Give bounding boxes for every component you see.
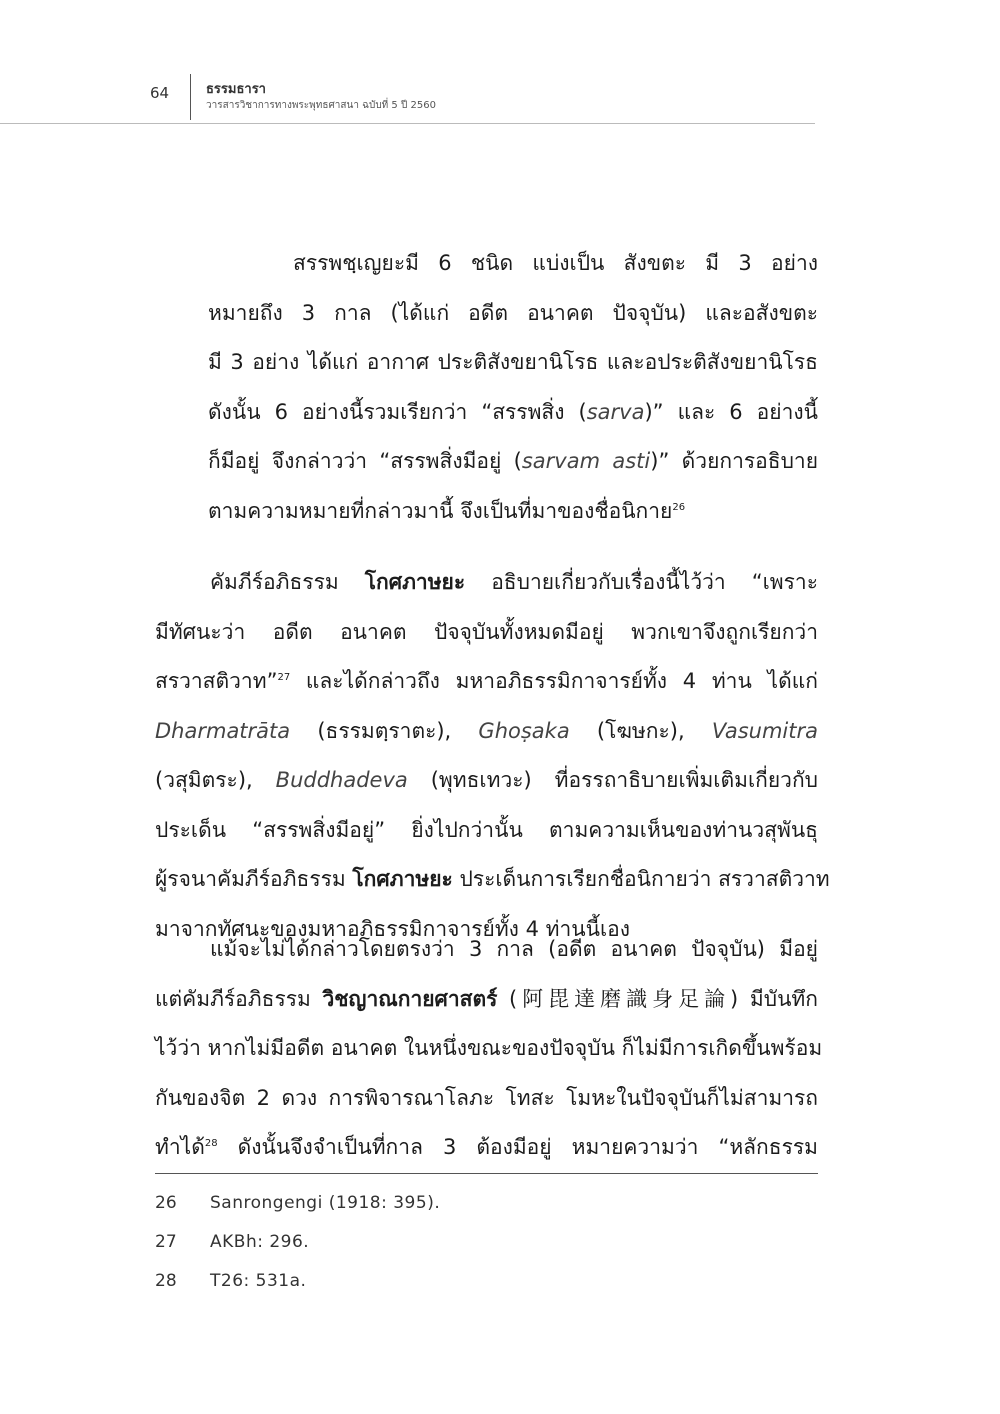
term-sarva: sarva — [586, 399, 645, 424]
term-kosabhasya: โกศภาษยะ — [352, 867, 453, 891]
text-line: มี 3 อย่าง ได้แก่ อากาศ ประติสังขยานิโรธ และอประติสังขยานิโรธ — [208, 350, 818, 374]
text-run: ตามความหมายที่กล่าวมานี้ จึงเป็นที่มาของชื่อนิกาย — [208, 498, 673, 523]
text-line — [155, 855, 830, 905]
text-line — [208, 487, 818, 537]
text-line: มีทัศนะว่า อดีต อนาคต ปัจจุบันทั้งหมดมีอยู่ พวกเขาจึงถูกเรียกว่า — [155, 619, 818, 644]
footnote-text: Sanrongengi (1918: 395). — [210, 1193, 441, 1213]
text-line: หมายถึง 3 กาล (ได้แก่ อดีต อนาคต ปัจจุบัน) และอสังขตะ — [208, 300, 818, 325]
term-buddhadeva: Buddhadeva — [275, 768, 408, 792]
footnote-number: 27 — [155, 1232, 177, 1252]
text-line — [208, 388, 818, 438]
text-run: )” ด้วยการอธิบาย — [650, 449, 819, 473]
term-dharmatrata: Dharmatrāta — [155, 718, 291, 743]
journal-name: ธรรมธารา — [206, 82, 266, 97]
journal-subtitle: วารสารวิชาการทางพระพุทธศาสนา ฉบับที่ 5 ปี 2560 — [206, 100, 436, 111]
footnote-ref-28[interactable]: 28 — [204, 1138, 218, 1149]
text-run: ทำได้ — [155, 1135, 205, 1159]
footnote-26 — [155, 1193, 440, 1213]
text-run: (พุทธเทวะ) ที่อรรถาธิบายเพิ่มเติมเกี่ยวกับ — [407, 768, 818, 792]
paragraph-1 — [208, 239, 818, 536]
text-line — [155, 975, 818, 1025]
footnote-27 — [155, 1232, 309, 1252]
text-run: คัมภีร์อภิธรรม — [210, 570, 365, 594]
text-line — [155, 707, 818, 757]
text-run: ดังนั้น 6 อย่างนี้รวมเรียกว่า “สรรพสิ่ง ( — [208, 399, 587, 424]
footnote-text: T26: 531a. — [210, 1271, 307, 1291]
text-line: ไว้ว่า หากไม่มีอดีต อนาคต ในหนึ่งขณะของปัจจุบัน ก็ไม่มีการเกิดขึ้นพร้อม — [155, 1036, 823, 1060]
text-run: ดังนั้นจึงจำเป็นที่กาล 3 ต้องมีอยู่ หมายความว่า “หลักธรรม — [217, 1135, 818, 1159]
text-run: ก็มีอยู่ จึงกล่าวว่า “สรรพสิ่งมีอยู่ ( — [208, 449, 522, 473]
term-vijnanakaya: วิชญาณกายศาสตร์ — [322, 986, 498, 1011]
text-line — [155, 657, 818, 707]
text-run: แต่คัมภีร์อภิธรรม — [155, 986, 323, 1011]
text-line: มาจากทัศนะของมหาอภิธรรมิกาจารย์ทั้ง 4 ท่านนี้เอง — [155, 916, 631, 941]
text-run: และได้กล่าวถึง มหาอภิธรรมิกาจารย์ทั้ง 4 ท่าน ได้แก่ — [290, 669, 818, 693]
text-line — [155, 756, 818, 806]
footnote-text: AKBh: 296. — [210, 1232, 310, 1252]
footnote-number: 26 — [155, 1193, 177, 1213]
term-vasumitra: Vasumitra — [711, 718, 818, 743]
footnote-ref-27[interactable]: 27 — [277, 672, 291, 683]
page-header — [0, 0, 1000, 125]
paragraph-3 — [155, 925, 823, 1173]
term-ghosaka: Ghoṣaka — [478, 718, 570, 743]
paragraph-2 — [155, 558, 830, 954]
text-run: อธิบายเกี่ยวกับเรื่องนี้ไว้ว่า “เพราะ — [465, 570, 818, 594]
header-rule — [0, 123, 815, 124]
footnote-rule — [155, 1173, 818, 1174]
text-run: ผู้รจนาคัมภีร์อภิธรรม — [155, 867, 353, 891]
text-line: กันของจิต 2 ดวง การพิจารณาโลภะ โทสะ โมหะในปัจจุบันก็ไม่สามารถ — [155, 1085, 818, 1110]
text-run: )” และ 6 อย่างนี้ — [644, 399, 818, 424]
text-line: แม้จะไม่ได้กล่าวโดยตรงว่า 3 กาล (อดีต อนาคต ปัจจุบัน) มีอยู่ — [210, 937, 818, 961]
term-sarvam-asti: sarvam asti — [521, 449, 651, 473]
text-run: สรวาสติวาท” — [155, 669, 278, 693]
text-run: (阿毘達磨識身足論) มีบันทึก — [497, 986, 818, 1011]
header-divider — [190, 74, 191, 120]
text-line: ประเด็น “สรรพสิ่งมีอยู่” ยิ่งไปกว่านั้น ตามความเห็นของท่านวสุพันธุ — [155, 817, 818, 842]
text-run: (ธรรมตฺราตะ), — [290, 718, 479, 743]
text-run: (วสุมิตระ), — [155, 768, 276, 792]
text-run: (โฆษกะ), — [569, 718, 712, 743]
text-run: ประเด็นการเรียกชื่อนิกายว่า สรวาสติวาท — [452, 867, 830, 891]
text-line — [155, 1123, 818, 1173]
footnote-ref-26[interactable]: 26 — [672, 501, 686, 513]
footnote-28 — [155, 1271, 306, 1291]
text-line — [155, 558, 818, 608]
text-line — [208, 437, 818, 487]
page-number: 64 — [150, 84, 170, 102]
term-kosabhasya: โกศภาษยะ — [364, 570, 466, 594]
footnote-number: 28 — [155, 1271, 177, 1291]
text-line: สรรพชฺเญยะมี 6 ชนิด แบ่งเป็น สังขตะ มี 3 อย่าง — [293, 251, 818, 275]
